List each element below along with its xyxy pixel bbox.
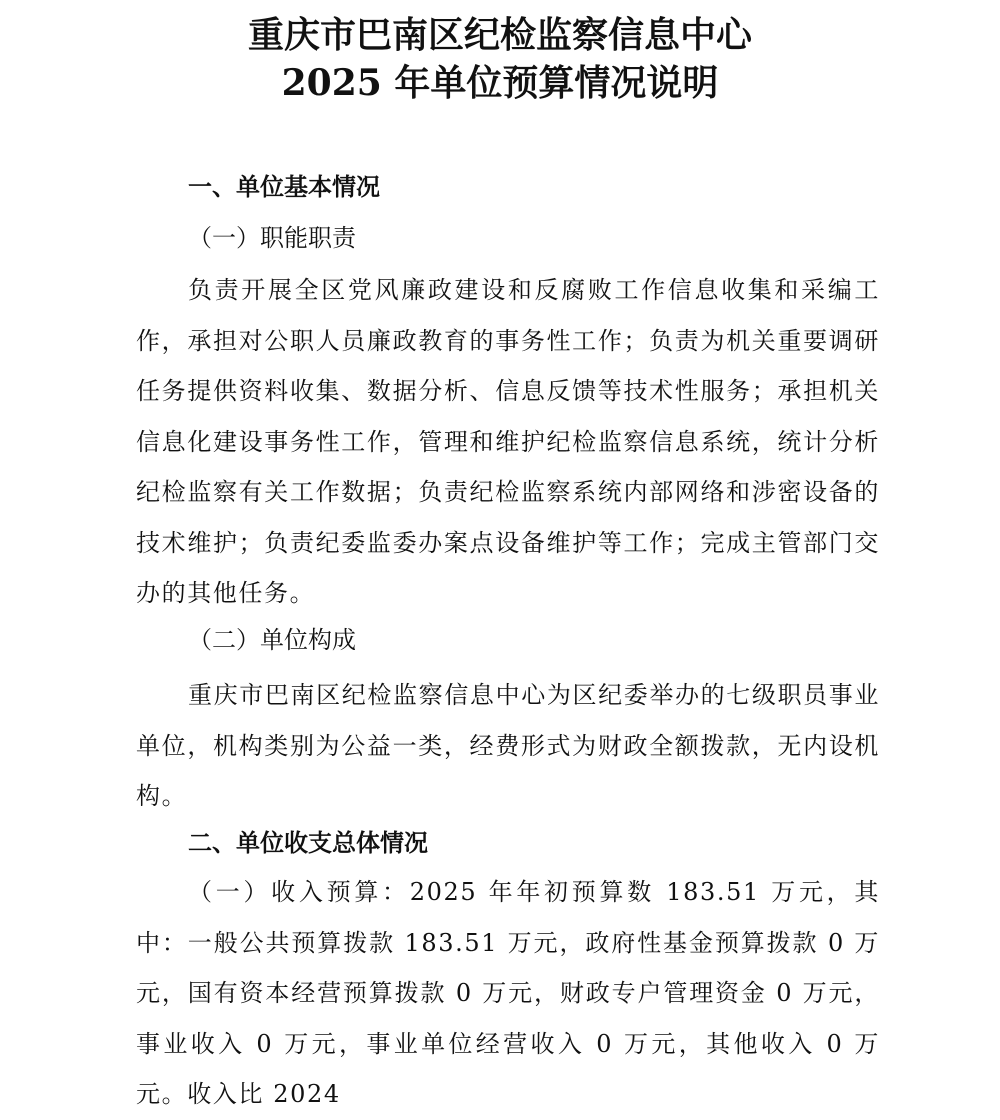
section1-sub1-paragraph: 负责开展全区党风廉政建设和反腐败工作信息收集和采编工作，承担对公职人员廉政教育的事务性工作；负责为机关重要调研任务提供资料收集、数据分析、信息反馈等技术性服务；承担机关信息化建设事务性工作，管理和维护纪检监察信息系统，统计分析纪检监察有关工作数据；负责纪检监察系统内部网络和涉密设备的技术维护；负责纪委监委办案点设备维护等工作；完成主管部门交办的其他任务。 xyxy=(136,276,880,607)
document-title-line1: 重庆市巴南区纪检监察信息中心 xyxy=(247,14,752,56)
section1-sub2-heading: （二）单位构成 xyxy=(188,626,356,654)
document-title-line2: 2025 年单位预算情况说明 xyxy=(281,62,719,104)
section2-sub1-text: 2025 年年初预算数 183.51 万元，其中：一般公共预算拨款 183.51 万元，政府性基金预算拨款 0 万元，国有资本经营预算拨款 0 万元，财政专户管理资金 0 万元，事业收入 0 万元，事业单位经营收入 0 万元，其他收入 0 万元。收入比 2024 xyxy=(136,878,880,1108)
section1-sub1-heading: （一）职能职责 xyxy=(188,224,356,252)
section1-heading: 一、单位基本情况 xyxy=(188,173,380,201)
section2-heading: 二、单位收支总体情况 xyxy=(188,829,428,857)
section2-sub1-heading: （一）收入预算： xyxy=(188,878,410,906)
section1-sub2-paragraph: 重庆市巴南区纪检监察信息中心为区纪委举办的七级职员事业单位，机构类别为公益一类，经费形式为财政全额拨款，无内设机构。 xyxy=(136,681,880,810)
section2-sub1-paragraph xyxy=(136,867,880,1120)
